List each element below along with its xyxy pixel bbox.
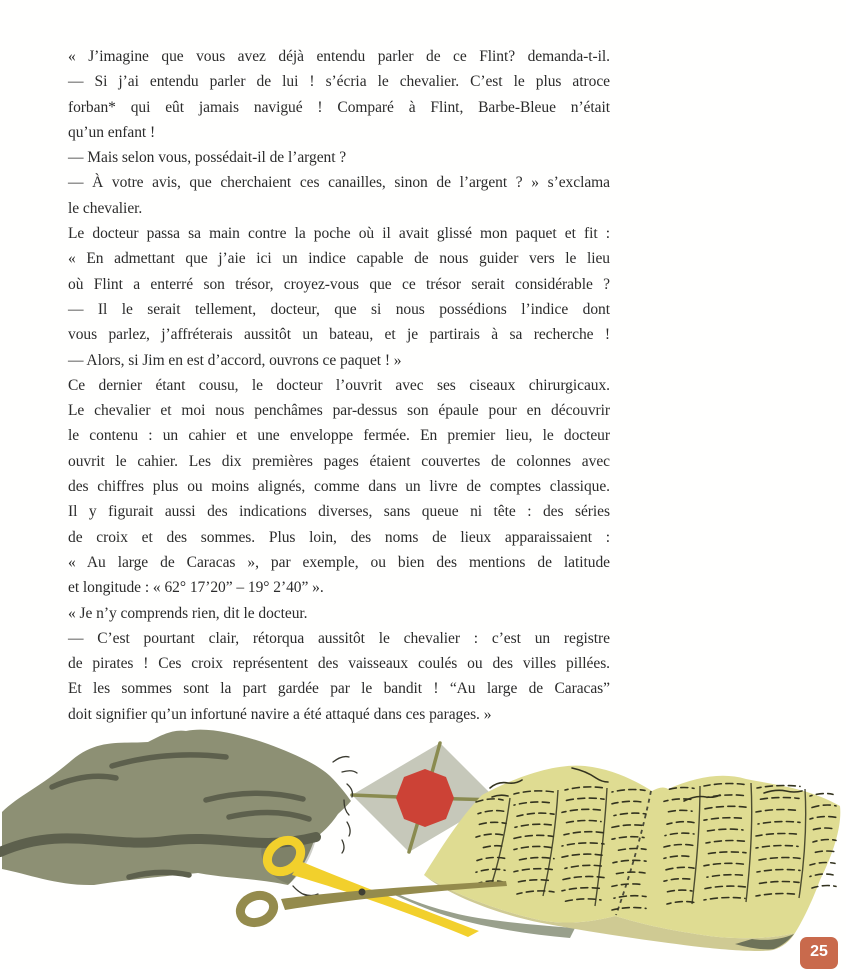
ledger-scribble-line xyxy=(756,846,798,849)
text-line: Ce dernier étant cousu, le docteur l’ouvrit avec ses ciseaux chirurgicaux. xyxy=(68,376,610,394)
ledger-scribble-line xyxy=(562,843,604,846)
text-line: le chevalier. xyxy=(68,199,143,217)
ledger-scribble-line xyxy=(811,851,836,854)
ledger-scribbles xyxy=(476,784,836,911)
scissors-olive-handle xyxy=(237,891,278,927)
ledger-scribble-line xyxy=(562,888,603,891)
ledger-heading-squiggle xyxy=(764,790,802,793)
ledger-scribble-line xyxy=(514,791,554,794)
sealed-envelope xyxy=(352,743,497,852)
ledger-scribble-line xyxy=(664,890,692,893)
ledger-scribble-line xyxy=(810,817,836,820)
ledger-scribble-line xyxy=(562,820,601,823)
ledger-spine xyxy=(616,791,651,915)
text-line: — À votre avis, que cherchaient ces canailles, sinon de l’argent ? » s’exclama xyxy=(68,174,610,192)
text-line: — C’est pourtant clair, rétorqua aussitôt le chevalier : c’est un registre xyxy=(68,629,610,647)
ledger-scribble-line xyxy=(664,856,691,859)
ledger-scribble-line xyxy=(477,857,506,860)
sack-wrinkle xyxy=(206,793,303,800)
page-number: 25 xyxy=(810,942,828,960)
envelope-fold-line xyxy=(425,743,440,798)
ledger-column-divider xyxy=(491,798,510,886)
page-number-badge xyxy=(800,937,838,969)
sack-wrinkle xyxy=(129,872,189,877)
ledger-scribble-line xyxy=(614,813,646,816)
ledger-scribble-line xyxy=(707,875,746,878)
ledger-scribble-line xyxy=(756,798,799,801)
ledger-scribble-line xyxy=(756,894,797,897)
text-line: Le docteur passa sa main contre la poche où il avait glissé mon paquet et fit : xyxy=(68,225,610,243)
ledger-column-divider xyxy=(746,783,752,902)
ledger-scribble-line xyxy=(664,845,693,848)
ledger-scribble-line xyxy=(612,884,643,887)
ledger-scribble-line xyxy=(704,784,744,787)
ledger-scribble-line xyxy=(666,867,694,870)
scissors xyxy=(237,834,507,937)
text-line: « Au large de Caracas », par exemple, ou bien des mentions de latitude xyxy=(68,553,610,571)
sack-wrinkle xyxy=(229,812,309,819)
ledger-scribble-line xyxy=(757,870,800,873)
ledger-scribble-line xyxy=(756,834,800,837)
wax-seal xyxy=(396,769,454,827)
ledger-scribble-line xyxy=(704,898,745,901)
ledger-scribble-line xyxy=(516,858,554,861)
ledger-scribble-line xyxy=(517,891,554,894)
ledger-column-divider xyxy=(595,788,607,906)
ledger-scribble-line xyxy=(705,806,746,809)
ledger-scribble-line xyxy=(756,810,797,813)
ledger-corner-shadow xyxy=(735,934,794,949)
text-line: doit signifier qu’un infortuné navire a été attaqué dans ces parages. » xyxy=(68,705,492,723)
text-line: « Je n’y comprends rien, dit le docteur. xyxy=(68,604,308,622)
ledger-scribble-line xyxy=(562,809,603,812)
ledger-scribble-line xyxy=(612,872,645,875)
ledger-heading-squiggle xyxy=(572,768,608,782)
ledger-heading-squiggle xyxy=(684,795,720,801)
envelope-fold-line xyxy=(425,798,497,800)
ledger-scribble-line xyxy=(514,846,551,849)
sack-fold xyxy=(0,837,316,852)
ledger-undershadow xyxy=(388,890,575,938)
ledger-scribble-line xyxy=(704,852,746,855)
ledger-scribble-line xyxy=(759,858,800,861)
ledger-scribble-line xyxy=(705,886,746,889)
envelope-fold-line xyxy=(409,798,425,852)
ledger-scribble-line xyxy=(704,818,745,821)
ledger-scribble-line xyxy=(478,811,506,814)
text-line: — Mais selon vous, possédait-il de l’argent ? xyxy=(68,149,347,167)
ledger-scribble-line xyxy=(476,869,505,872)
ledger-scribble-line xyxy=(565,787,604,790)
ledger-column-divider xyxy=(543,790,558,896)
ledger-scribble-line xyxy=(664,810,692,813)
text-line: le contenu : un cahier et une enveloppe fermée. En premier lieu, le docteur xyxy=(68,427,610,445)
ledger-scribble-line xyxy=(810,874,833,877)
ledger-scribble-line xyxy=(479,846,506,849)
ledger-column-divider xyxy=(692,786,700,904)
envelope-fold-line xyxy=(352,795,425,798)
ledger-scribble-line xyxy=(476,822,506,825)
open-ledger xyxy=(388,766,840,951)
ledger-heading-squiggle xyxy=(492,795,508,797)
ledger-scribble-line xyxy=(707,795,746,798)
text-line: — Si j’ai entendu parler de lui ! s’écria le chevalier. C’est le plus atroce xyxy=(68,73,610,91)
text-line: et longitude : « 62° 17’20” – 19° 2’40” ». xyxy=(68,579,324,597)
ledger-scribble-line xyxy=(565,865,604,868)
text-line: — Alors, si Jim en est d’accord, ouvrons ce paquet ! » xyxy=(68,351,402,369)
text-line: — Il le serait tellement, docteur, que si nous possédions l’indice dont xyxy=(68,300,610,318)
ledger-scribble-line xyxy=(612,837,644,840)
ledger-scribble-line xyxy=(813,840,836,843)
ledger-scribble-line xyxy=(517,813,554,816)
ledger-scribble-line xyxy=(612,908,646,911)
envelope-body xyxy=(352,743,497,852)
sack-fray-threads xyxy=(293,757,357,896)
text-line: vous parlez, j’affréterais aussitôt un bateau, et je partirais à sa recherche ! xyxy=(68,326,610,344)
sack-shade xyxy=(261,838,316,884)
ledger-scribble-line xyxy=(514,835,553,838)
text-line: forban* qui eût jamais navigué ! Comparé à Flint, Barbe-Bleue n’était xyxy=(68,98,610,116)
sack-body xyxy=(2,730,351,885)
ledger-scribble-line xyxy=(564,832,604,835)
ledger-pages xyxy=(424,766,840,939)
ledger-scribble-line xyxy=(810,863,835,866)
ledger-scribble-line xyxy=(758,822,800,825)
text-line: « En admettant que j’aie ici un indice capable de nous guider vers le lieu xyxy=(68,250,610,268)
ledger-scribble-line xyxy=(667,822,694,825)
ledger-scribble-line xyxy=(756,882,799,885)
ledger-heading-squiggle xyxy=(490,780,522,788)
text-line: « J’imagine que vous avez déjà entendu parler de ce Flint? demanda-t-il. xyxy=(68,48,610,65)
ledger-scribble-line xyxy=(664,879,694,882)
ledger-scribble-line xyxy=(704,863,744,866)
scissors-yellow-blade xyxy=(292,861,479,937)
cloth-sack xyxy=(0,730,351,885)
ledger-scribble-line xyxy=(706,841,746,844)
sack-wrinkle xyxy=(112,755,226,766)
ledger-scribble-line xyxy=(812,805,836,808)
ledger-column-divider xyxy=(799,789,806,898)
text-line: qu’un enfant ! xyxy=(68,123,156,141)
scissors-olive-blade xyxy=(281,881,507,910)
ledger-scribble-line xyxy=(613,860,646,863)
text-line: Il y figurait aussi des indications diverses, sans queue ni tête : des séries xyxy=(68,503,610,521)
ledger-scribble-line xyxy=(476,881,503,884)
ledger-scribble-line xyxy=(667,902,694,905)
ledger-scribble-line xyxy=(666,788,694,791)
text-line: Et les sommes sont la part gardée par le bandit ! “Au large de Caracas” xyxy=(68,680,610,698)
ledger-scribble-line xyxy=(562,854,602,857)
ledger-scribble-line xyxy=(704,829,743,832)
text-line: de croix et des sommes. Plus loin, des noms de lieux apparaissaient : xyxy=(68,528,610,546)
ledger-scribble-line xyxy=(812,886,836,889)
ledger-scribble-line xyxy=(514,880,552,883)
ledger-scribble-line xyxy=(612,825,646,828)
ledger-scribble-line xyxy=(563,798,604,801)
sack-wrinkle xyxy=(52,776,116,787)
ledger-scribble-line xyxy=(614,896,646,899)
scissors-pivot xyxy=(359,889,366,896)
ledger-scribble-line xyxy=(514,869,554,872)
ledger-scribble-line xyxy=(665,833,694,836)
ledger-page-stack xyxy=(424,875,795,951)
ledger-scribble-line xyxy=(514,802,552,805)
scissors-yellow-handle xyxy=(261,834,307,878)
ledger-scribble-line xyxy=(612,801,643,804)
body-text xyxy=(68,44,610,727)
text-line: de pirates ! Ces croix représentent des vaisseaux coulés ou des villes pillées. xyxy=(68,655,610,673)
ledger-scribble-line xyxy=(664,799,694,802)
text-line: où Flint a enterré son trésor, croyez-vous que ce trésor serait considérable ? xyxy=(68,275,610,293)
ledger-scribble-line xyxy=(810,828,834,831)
text-line: des chiffres plus ou moins alignés, comme dans un livre de comptes classique. xyxy=(68,478,610,496)
ledger-scribble-line xyxy=(562,899,601,902)
ledger-scribble-line xyxy=(476,834,504,837)
ledger-scribble-line xyxy=(810,794,833,797)
ledger-scribble-line xyxy=(757,786,800,789)
ledger-scribble-line xyxy=(563,876,604,879)
text-line: ouvrit le cahier. Les dix premières pages étaient couvertes de colonnes avec xyxy=(68,452,610,470)
ledger-scribble-line xyxy=(615,849,646,852)
ledger-scribble-line xyxy=(612,790,645,793)
text-line: Le chevalier et moi nous penchâmes par-dessus son épaule pour en découvrir xyxy=(68,402,610,420)
ledger-scribble-line xyxy=(476,799,503,802)
ledger-scribble-line xyxy=(515,824,554,827)
